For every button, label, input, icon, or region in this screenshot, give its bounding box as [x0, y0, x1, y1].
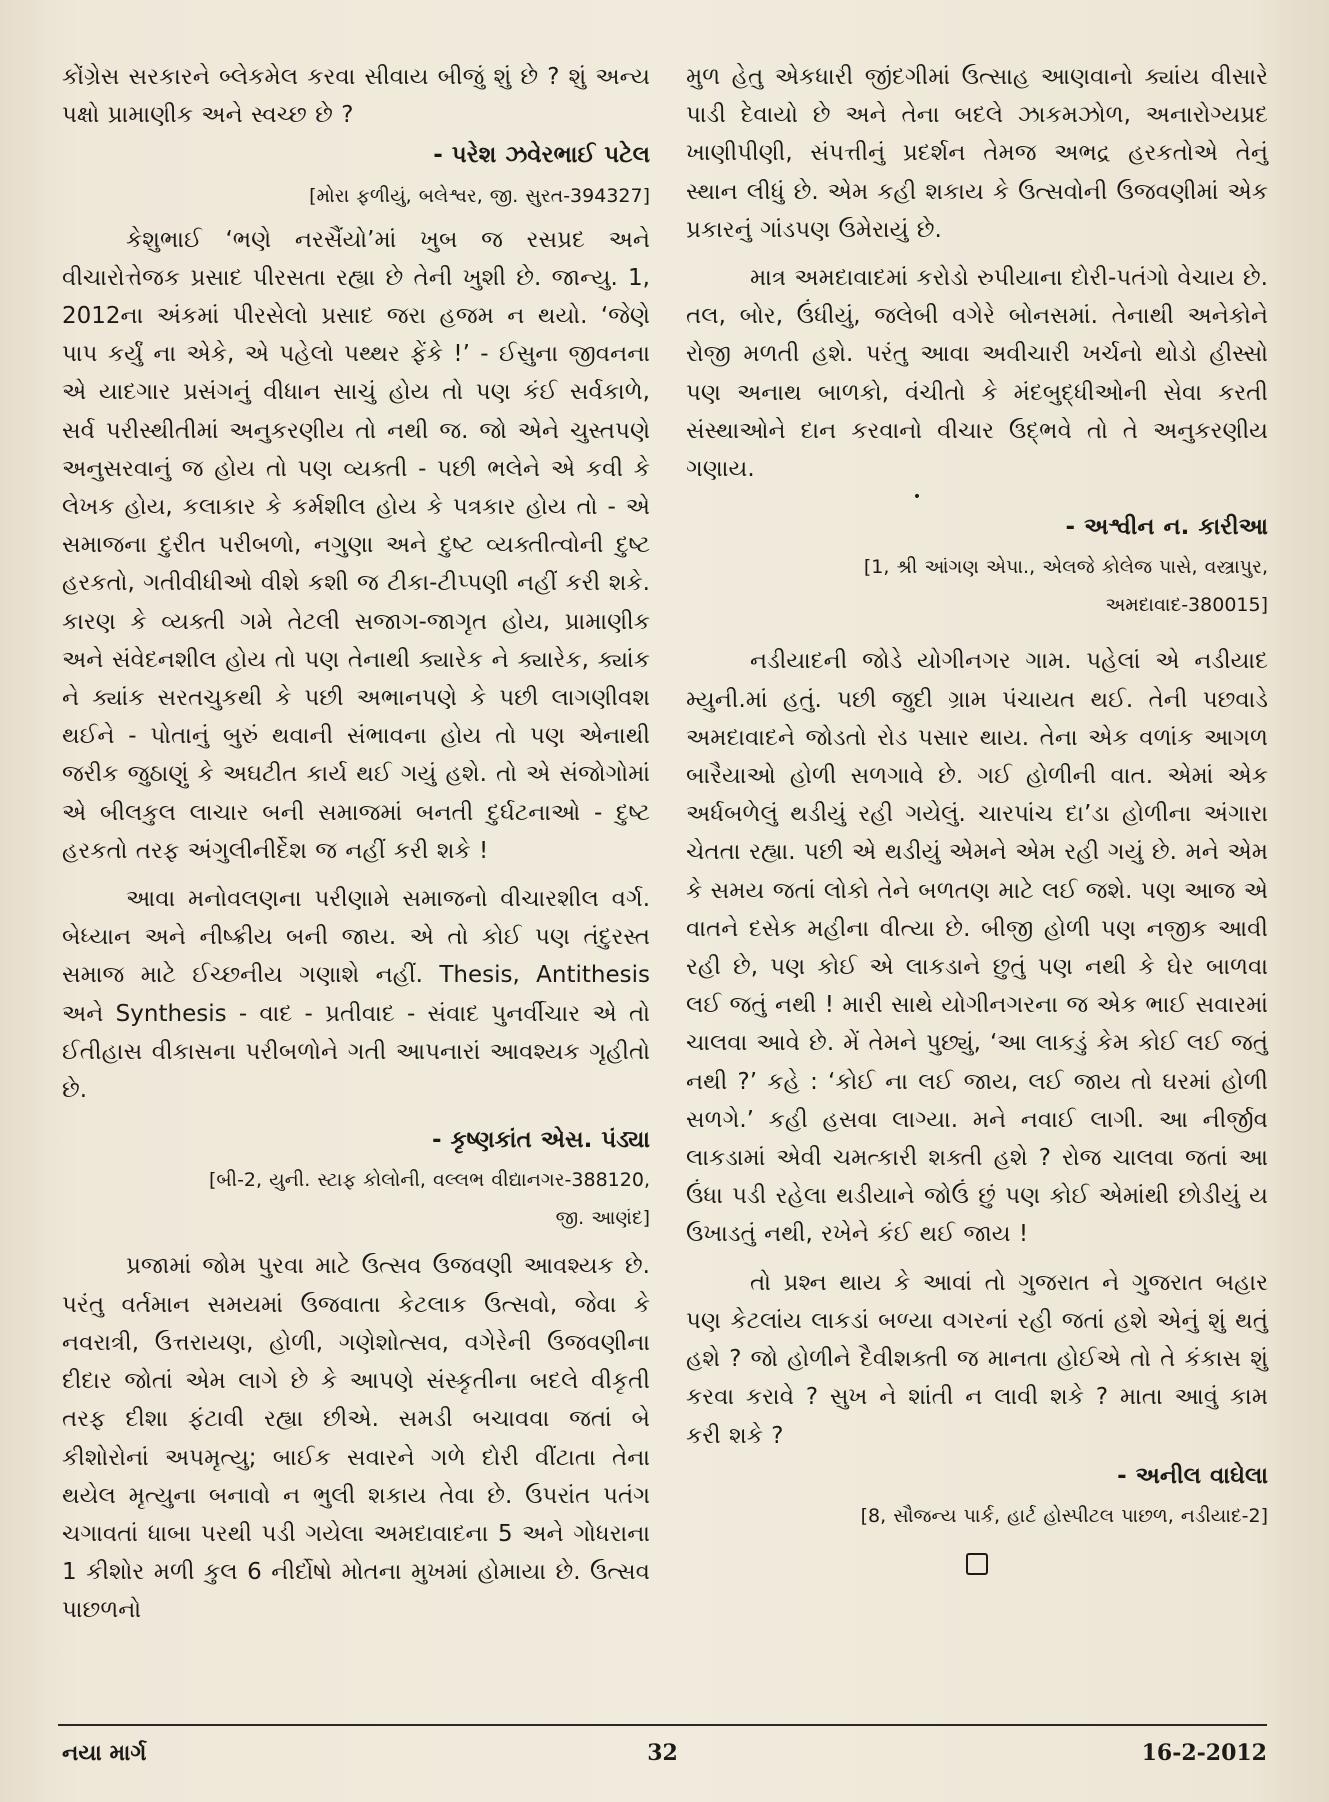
- end-marker: [686, 1545, 1268, 1583]
- page-number: 32: [647, 1740, 678, 1766]
- address-2-line-1: [બી-2, યુની. સ્ટાફ કોલોની, વલ્લભ વીદ્યાનગર-388120,: [208, 1169, 650, 1192]
- signature-1: - પરેશ ઝવેરભાઈ પટેલ: [433, 142, 650, 169]
- address-3-line-2: અમદાવાદ-380015]: [1105, 594, 1268, 617]
- issue-date: 16-2-2012: [1141, 1740, 1267, 1766]
- address-2: [62, 1161, 650, 1237]
- left-column: [62, 58, 650, 1630]
- letter-4-body: નડીયાદની જોડે યોગીનગર ગામ. પહેલાં એ નડીયાદ મ્યુની.માં હતું. પછી જુદી ગ્રામ પંચાયત થઈ. તેની પછવાડે અમદાવાદને જોડતો રોડ પસાર થાય. તેના એક વળાંક આગળ બારૈયાઓ હોળી સળગાવે છે. ગઈ હોળીની વાત. એમાં એક અર્ધબળેલું થડીયું રહી ગયેલું. ચારપાંચ દા’ડા હોળીના અંગારા ચેતતા રહ્યા. પછી એ થડીયું એમને એમ રહી ગયું છે. મને એમ કે સમય જતાં લોકો તેને બળતણ માટે લઈ જશે. પણ આજ એ વાતને દસેક મહીના વીત્યા છે. બીજી હોળી પણ નજીક આવી રહી છે, પણ કોઈ એ લાકડાને છુતું પણ નથી કે ઘેર બાળવા લઈ જતું નથી ! મારી સાથે યોગીનગરના જ એક ભાઈ સવારમાં ચાલવા આવે છે. મેં તેમને પુછ્યું, ‘આ લાકડું કેમ કોઈ લઈ જતું નથી ?’ કહે : ‘કોઈ ના લઈ જાય, લઈ જાય તો ઘરમાં હોળી સળગે.’ કહી હસવા લાગ્યા. મને નવાઈ લાગી. આ નીર્જીવ લાકડામાં એવી ચમત્કારી શક્તી હશે ? રોજ ચાલવા જતાં આ ઉંધા પડી રહેલા થડીયાને જોઉં છું પણ કોઈ એમાંથી છોડીયું ય ઉખાડતું નથી, રખેને કંઈ થઈ જાય !: [686, 648, 1268, 1248]
- address-1: [મોરા ફળીયું, બલેશ્વર, જી. સુરત-394327]: [309, 184, 650, 207]
- signature-4: - અનીલ વાઘેલા: [1117, 1462, 1268, 1489]
- letter-3-body: પ્રજામાં જોમ પુરવા માટે ઉત્સવ ઉજવણી આવશ્યક છે. પરંતુ વર્તમાન સમયમાં ઉજવાતા કેટલાક ઉત્સવો, જેવા કે નવરાત્રી, ઉત્તરાયણ, હોળી, ગણેશોત્સવ, વગેરેની ઉજવણીના દીદાર જોતાં એમ લાગે છે કે આપણે સંસ્કૃતીના બદલે વીકૃતી તરફ દીશા ફંટાવી રહ્યા છીએ. સમડી બચાવવા જતાં બે કીશોરોનાં અપમૃત્યુ; બાઈક સવારને ગળે દોરી વીંટાતા તેના થયેલ મૃત્યુના બનાવો ન ભુલી શકાય તેવા છે. ઉપરાંત પતંગ ચગાવતાં ધાબા પરથી પડી ગયેલા અમદાવાદના 5 અને ગોધરાના 1 કીશોર મળી કુલ 6 નીર્દોષો મોતના મુખમાં હોમાયા છે. ઉત્સવ પાછળનો: [62, 1253, 650, 1624]
- letter-3-tail: મુળ હેતુ એકધારી જીંદગીમાં ઉત્સાહ આણવાનો ક્યાંય વીસારે પાડી દેવાયો છે અને તેના બદલે ઝાકમઝોળ, અનારોગ્યપ્રદ ખાણીપીણી, સંપત્તીનું પ્રદર્શન તેમજ અભદ્ર હરકતોએ તેનું સ્થાન લીધું છે. એમ કહી શકાય કે ઉત્સવોની ઉજવણીમાં એક પ્રકારનું ગાંડપણ ઉમેરાયું છે.: [686, 64, 1268, 243]
- bullet-dot: •: [912, 489, 922, 506]
- letter-2-body: કેશુભાઈ ‘ભણે નરસૈંયો’માં ખુબ જ રસપ્રદ અને વીચારોત્તેજક પ્રસાદ પીરસતા રહ્યા છે તેની ખુશી છે. જાન્યુ. 1, 2012ના અંકમાં પીરસેલો પ્રસાદ જરા હજમ ન થયો. ‘જેણે પાપ કર્યું ના એકે, એ પહેલો પથ્થર ફેંકે !’ - ઈસુના જીવનના એ યાદગાર પ્રસંગનું વીધાન સાચું હોય તો પણ કંઈ સર્વકાળે, સર્વ પરીસ્થીતીમાં અનુકરણીય તો નથી જ. જો એને ચુસ્તપણે અનુસરવાનું જ હોય તો પણ વ્યક્તી - પછી ભલેને એ કવી કે લેખક હોય, કલાકાર કે કર્મશીલ હોય કે પત્રકાર હોય તો - એ સમાજના દુરીત પરીબળો, નગુણા અને દુષ્ટ વ્યક્તીત્વોની દુષ્ટ હરકતો, ગતીવીધીઓ વીશે કશી જ ટીકા-ટીપ્પણી નહીં કરી શકે. કારણ કે વ્યક્તી ગમે તેટલી સજાગ-જાગૃત હોય, પ્રામાણીક અને સંવેદનશીલ હોય તો પણ તેનાથી ક્યારેક ને ક્યારેક, ક્યાંક ને ક્યાંક સરતચુકથી કે પછી અભાનપણે કે પછી લાગણીવશ થઈને - પોતાનું બુરું થવાની સંભાવના હોય તો પણ એનાથી જરીક જુઠાણું કે અઘટીત કાર્ય થઈ ગયું હશે. તો એ સંજોગોમાં એ બીલકુલ લાચાર બની સમાજમાં બનતી દુર્ઘટનાઓ - દુષ્ટ હરકતો તરફ અંગુલીનીર્દેશ જ નહીં કરી શકે !: [62, 226, 650, 864]
- right-column: [686, 58, 1268, 1583]
- magazine-name: નયા માર્ગ: [62, 1740, 147, 1766]
- address-3: [686, 548, 1268, 624]
- signature-3: - અશ્વીન ન. કારીઆ: [1065, 514, 1268, 541]
- letter-4-body-cont: તો પ્રશ્ન થાય કે આવાં તો ગુજરાત ને ગુજરાત બહાર પણ કેટલાંય લાકડાં બળ્યા વગરનાં રહી જતાં હશે એનું શું થતું હશે ? જો હોળીને દૈવીશક્તી જ માનતા હોઈએ તો તે કંકાસ શું કરવા કરાવે ? સુખ ને શાંતી ન લાવી શકે ? માતા આવું કામ કરી શકે ?: [686, 1269, 1268, 1449]
- signature-2: - કૃષ્ણકાંત એસ. પંડ્યા: [431, 1127, 650, 1154]
- end-square-icon: [966, 1553, 988, 1575]
- letter-2-body-cont: આવા મનોવલણના પરીણામે સમાજનો વીચારશીલ વર્ગ. બેધ્યાન અને નીષ્ક્રીય બની જાય. એ તો કોઈ પણ તંદુરસ્ત સમાજ માટે ઈચ્છનીય ગણાશે નહીં. Thesis, Antithesis અને Synthesis - વાદ - પ્રતીવાદ - સંવાદ પુનર્વીચાર એ તો ઈતીહાસ વીકાસના પરીબળોને ગતી આપનારાં આવશ્યક ગૃહીતો છે.: [62, 886, 650, 1104]
- address-2-line-2: જી. આણંદ]: [555, 1207, 650, 1230]
- letter-1-tail: કોંગ્રેસ સરકારને બ્લેકમેલ કરવા સીવાય બીજું શું છે ? શું અન્ય પક્ષો પ્રામાણીક અને સ્વચ્છ છે ?: [62, 64, 650, 129]
- page-footer: [58, 1724, 1267, 1766]
- address-3-line-1: [1, શ્રી આંગણ એપા., એલજે કોલેજ પાસે, વસ્ત્રાપુર,: [863, 556, 1268, 579]
- letter-3-body-cont: માત્ર અમદાવાદમાં કરોડો રુપીયાના દોરી-પતંગો વેચાય છે. તલ, બોર, ઉંધીયું, જલેબી વગેરે બોનસમાં. તેનાથી અનેકોને રોજી મળતી હશે. પરંતુ આવા અવીચારી ખર્ચનો થોડો હીસ્સો પણ અનાથ બાળકો, વંચીતો કે મંદબુદ્ધીઓની સેવા કરતી સંસ્થાઓને દાન કરવાનો વીચાર ઉદ્ભવે તો તે અનુકરણીય ગણાય.: [686, 265, 1268, 483]
- address-4: [8, સૌજન્ય પાર્ક, હાર્ટ હોસ્પીટલ પાછળ, નડીયાદ-2]: [860, 1504, 1268, 1527]
